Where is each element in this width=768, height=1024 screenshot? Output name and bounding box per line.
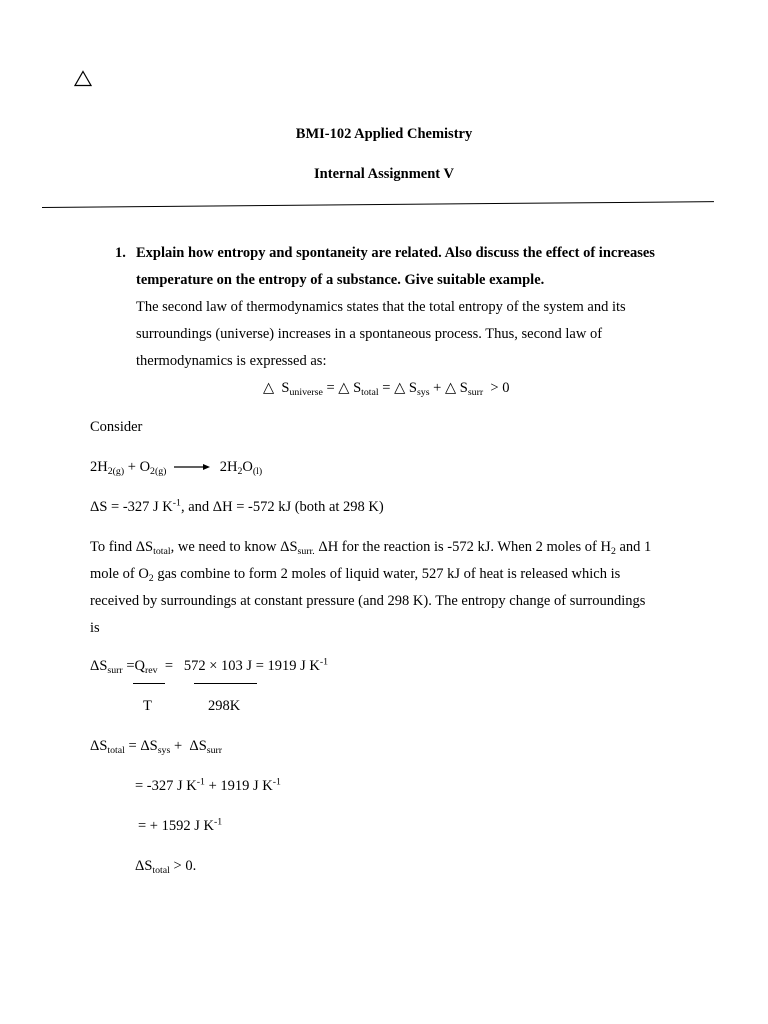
total-entropy-conclusion: $\Delta S_{total} > 0$. <box>135 858 197 876</box>
surroundings-equation: $\Delta S_{surr} =Q_{rev} = 572 \times 103$ J = 1919 J $K^{-1}$ <box>90 656 329 676</box>
reaction-arrow-icon <box>174 459 210 476</box>
reaction-equation: $2H_{2(g)} + O_{2(g)}$ $2H_2O_{(l)}$ <box>90 459 263 477</box>
question-number: 1. <box>115 245 126 261</box>
given-values: ΔS = -327 J $K^{-1}$, and ΔH = -572 kJ (both at 298 K) <box>90 497 384 515</box>
header-divider <box>42 201 714 208</box>
triangle-icon <box>74 70 92 92</box>
paragraph-2-line-1: To find $\Delta S_{total}$, we need to know $\Delta S_{surr.}$ ΔH for the reaction is -572 kJ. When 2 moles of $H_2$ and 1 <box>90 539 652 557</box>
consider-label: Consider <box>90 419 143 435</box>
course-title: BMI-102 Applied Chemistry <box>295 126 473 142</box>
paragraph-2-line-2: mole of $O_2$ gas combine to form 2 moles of liquid water, 527 kJ of heat is released which is <box>90 566 621 584</box>
total-entropy-step-2: = + 1592 J $K^{-1}$ <box>138 816 223 834</box>
question-line-1: Explain how entropy and spontaneity are related. Also discuss the effect of increases <box>136 245 655 261</box>
total-entropy-equation: $\Delta S_{total} = \Delta S_{sys} + \Delta S_{surr}$ <box>90 738 223 756</box>
second-law-equation: △ $S_{universe}$ = △ $S_{total}$ = △ $S_{sys}$ + △ $S_{surr} > 0$ <box>263 380 510 398</box>
answer-line-3: thermodynamics is expressed as: <box>136 353 327 369</box>
question-line-2: temperature on the entropy of a substance. Give suitable example. <box>136 272 545 288</box>
paragraph-2-line-3: received by surroundings at constant pressure (and 298 K). The entropy change of surroundings <box>90 593 646 609</box>
paragraph-2-line-4: is <box>90 620 100 636</box>
fraction-bar-num <box>194 683 257 684</box>
delta-icon: △ <box>263 380 275 396</box>
answer-line-1: The second law of thermodynamics states that the total entropy of the system and its <box>136 299 626 315</box>
assignment-title: Internal Assignment V <box>314 166 454 182</box>
denominator-k: 298K <box>208 698 241 714</box>
answer-line-2: surroundings (universe) increases in a spontaneous process. Thus, second law of <box>136 326 603 342</box>
denominator-t: T <box>143 698 152 714</box>
total-entropy-step-1: = -327 J $K^{-1} + 1919$ J $K^{-1}$ <box>135 776 281 794</box>
fraction-bar-q <box>133 683 165 684</box>
